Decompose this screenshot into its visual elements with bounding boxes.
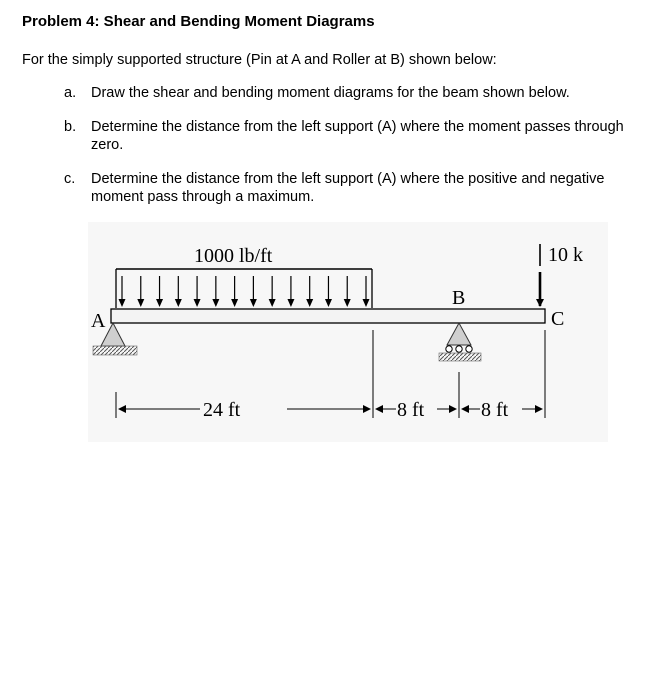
- dimension-8ft-left-label: 8 ft: [397, 399, 425, 421]
- task-text-b: Determine the distance from the left support (A) where the moment passes through zero.: [91, 119, 624, 153]
- task-marker-a: a.: [64, 85, 77, 101]
- point-c-label: C: [551, 308, 565, 330]
- dimension-8ft-right-label: 8 ft: [481, 399, 509, 421]
- task-marker-c: c.: [64, 171, 76, 187]
- task-text-a: Draw the shear and bending moment diagrams for the beam shown below.: [91, 85, 570, 101]
- task-text-c: Determine the distance from the left support (A) where the positive and negative moment pass through a maximum.: [91, 171, 605, 205]
- task-marker-b: b.: [64, 119, 77, 135]
- support-a-label: A: [91, 310, 106, 332]
- distributed-load-label: 1000 lb/ft: [194, 245, 273, 267]
- support-b-label: B: [452, 287, 466, 309]
- problem-intro: For the simply supported structure (Pin at A and Roller at B) shown below:: [22, 52, 497, 68]
- point-load-label: 10 k: [548, 244, 583, 266]
- beam: [111, 309, 545, 323]
- problem-title: Problem 4: Shear and Bending Moment Diagrams: [22, 13, 375, 30]
- dimension-24ft-label: 24 ft: [203, 399, 241, 421]
